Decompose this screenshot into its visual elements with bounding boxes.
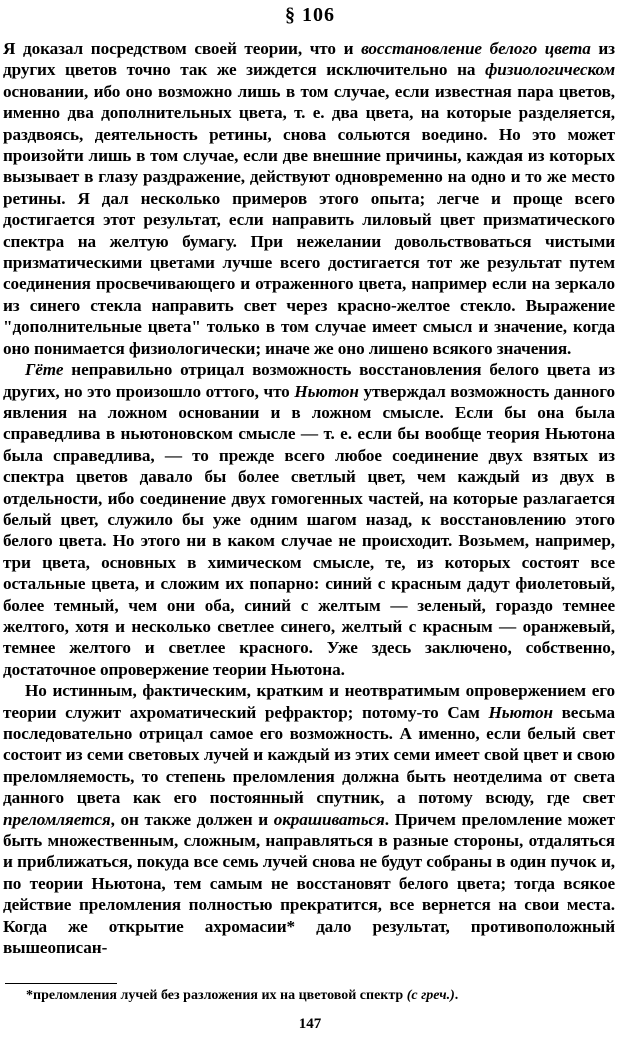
paragraph-1-run-3: из других цветов точно так же зиждется исключительно на [3, 39, 615, 80]
paragraph-2 [3, 359, 615, 680]
paragraph-3-run-4: преломляется [3, 809, 111, 829]
paragraph-1-run-4: физиологическом [485, 60, 615, 80]
paragraph-3-run-1: Но истинным, фактическим, кратким и неотвратимым опровержением его теории служит ахроматический рефрактор; потому-то Сам [3, 681, 615, 722]
footnote-divider [5, 983, 117, 984]
paragraph-3-run-3: весьма последовательно отрицал самое его возможность. А именно, если белый свет состоит из семи световых лучей и каждый из этих семи имеет свой цвет и свою преломляемость, то степень преломления должна быть неотделима от света данного цвета как его постоянный спутник, а потому всюду, где свет [3, 702, 616, 808]
page-number: 147 [298, 1016, 322, 1032]
footnote-run-2: (с греч.) [406, 988, 455, 1003]
paragraph-2-run-2: неправильно отрицал возможность восстановления белого цвета из других, но это произошло оттого, что [3, 360, 615, 401]
footnote [26, 987, 616, 1005]
paragraph-3-run-7: . Причем преломление может быть множественным, сложным, направляться в разные стороны, отдаляться и приближаться, покуда все семь лучей снова не будут собраны в один пучок и, по теории Ньютона, тем самым не восстановят белого цвета; тогда всякое действие преломления полностью прекратится, все вернется на свои места. Когда же открытие ахромасии* дало результат, противоположный вышеописан- [3, 809, 615, 958]
paragraph-1-run-1: Я доказал посредством своей теории, что и [3, 39, 362, 58]
paragraph-3-run-5: , он также должен и [110, 809, 274, 829]
paragraph-2-run-3: Ньютон [294, 381, 359, 401]
paragraph-1 [3, 38, 615, 359]
paragraph-2-run-1: Гёте [25, 360, 64, 380]
footnote-run-3: . [454, 988, 459, 1003]
paragraph-1-run-2: восстановление белого цвета [361, 39, 591, 58]
footnote-run-1: *преломления лучей без разложения их на цветовой спектр [26, 988, 407, 1003]
body-text [3, 38, 615, 958]
paragraph-3-run-6: окрашиваться [273, 809, 385, 829]
paragraph-1-run-5: основании, ибо оно возможно лишь в том случае, если известная пара цветов, именно два дополнительных цвета, т. е. два цвета, на которые разделяется, раздвоясь, деятельность ретины, снова сольются воедино. Но это может произойти лишь в том случае, если две внешние причины, каждая из которых вызывает в глазу раздражение, действуют одновременно на одно и то же место ретины. Я дал несколько примеров этого опыта; легче и проще всего достигается этот результат, если направить лиловый цвет призматического спектра на желтую бумагу. При нежелании довольствоваться чистыми призматическими цветами лучше всего достигается тот же результат путем соединения просвечивающего и отраженного цвета, например если на зеркало из синего стекла направить свет через красно-желтое стекло. Выражение "дополнительные цвета" только в том случае имеет смысл и значение, когда оно понимается физиологически; иначе же оно лишено всякого значения. [3, 81, 615, 358]
paragraph-3-run-2: Ньютон [488, 702, 553, 722]
paragraph-2-run-4: утверждал возможность данного явления на ложном основании и в ложном смысле. Если бы она была справедлива в ньютоновском смысле — т. е. если бы вообще теория Ньютона была справедлива, — то прежде всего любое соединение двух взятых из спектра цветов давало бы более светлый цвет, чем каждый из двух в отдельности, ибо соединение двух гомогенных частей, на которые разлагается белый цвет, служило бы уже одним шагом назад, к восстановлению этого белого цвета. Но этого ни в каком случае не происходит. Возьмем, например, три цвета, основных в химическом смысле, те, из которых состоят все остальные цвета, и сложим их попарно: синий с красным дадут фиолетовый, более темный, чем они оба, синий с желтым — зеленый, гораздо темнее желтого, хотя и несколько светлее синего, желтый с красным — оранжевый, темнее желтого и светлее красного. Уже здесь заключено, собственно, достаточное опровержение теории Ньютона. [3, 381, 615, 679]
section-heading: § 106 [285, 4, 335, 26]
paragraph-3 [3, 680, 615, 958]
